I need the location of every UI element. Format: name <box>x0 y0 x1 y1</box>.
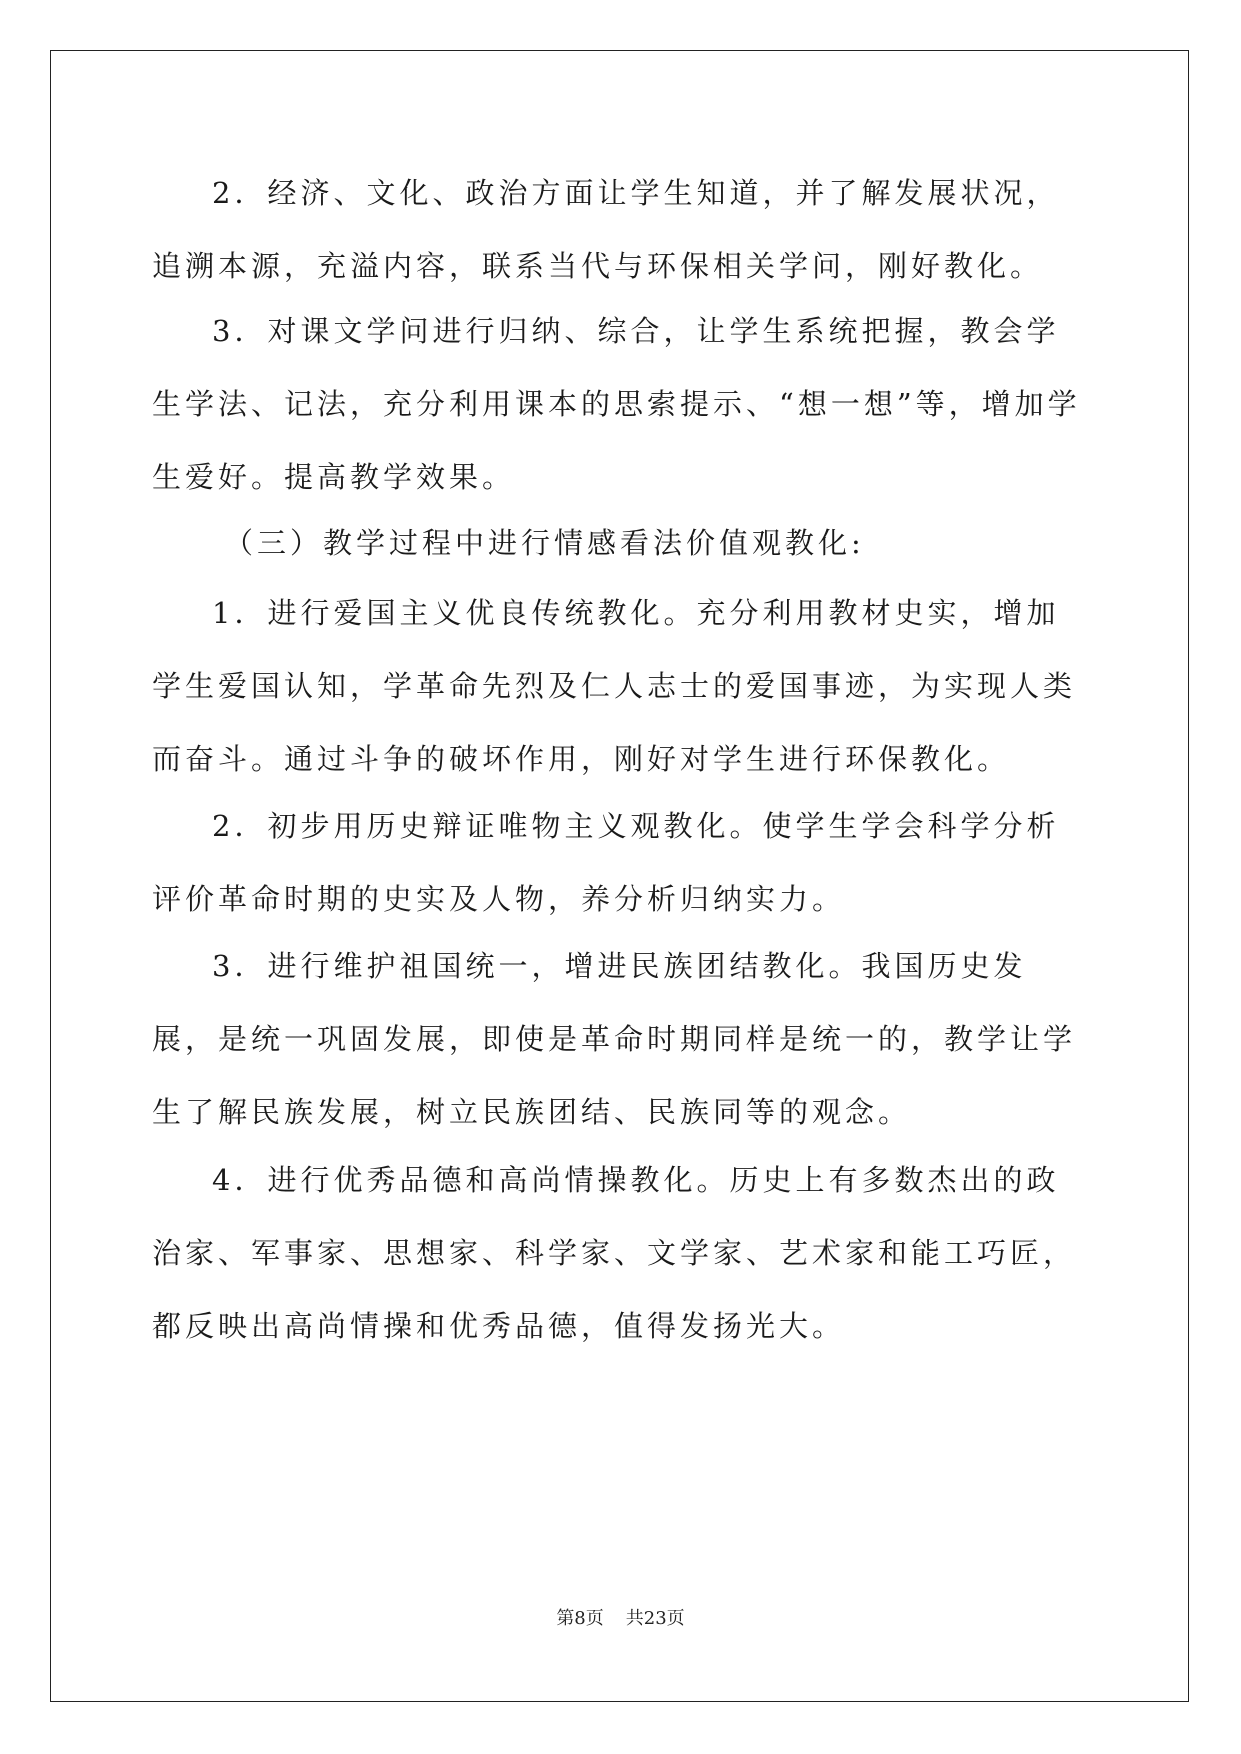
page-footer <box>0 1604 1241 1630</box>
paragraph-3-summary: 3．对课文学问进行归纳、综合，让学生系统把握，教会学生学法、记法，充分利用课本的思索提示、“想一想”等，增加学生爱好。提高教学效果。 <box>152 314 1081 494</box>
section-heading-three: （三）教学过程中进行情感看法价值观教化: <box>224 526 865 560</box>
paragraph-1-patriotism: 1．进行爱国主义优良传统教化。充分利用教材史实，增加学生爱国认知，学革命先烈及仁人志士的爱国事迹，为实现人类而奋斗。通过斗争的破坏作用，刚好对学生进行环保教化。 <box>152 596 1077 776</box>
page-number: 第8页 <box>556 1608 604 1629</box>
paragraph-4-virtue: 4．进行优秀品德和高尚情操教化。历史上有多数杰出的政治家、军事家、思想家、科学家、文学家、艺术家和能工巧匠，都反映出高尚情操和优秀品德，值得发扬光大。 <box>152 1163 1077 1343</box>
paragraph-2-materialism: 2．初步用历史辩证唯物主义观教化。使学生学会科学分析评价革命时期的史实及人物，养分析归纳实力。 <box>152 809 1060 916</box>
page-total: 共23页 <box>625 1608 685 1629</box>
paragraph-2-economy: 2．经济、文化、政治方面让学生知道，并了解发展状况，追溯本源，充溢内容，联系当代与环保相关学问，刚好教化。 <box>152 176 1060 283</box>
paragraph-3-unity: 3．进行维护祖国统一，增进民族团结教化。我国历史发展，是统一巩固发展，即使是革命时期同样是统一的，教学让学生了解民族发展，树立民族团结、民族同等的观念。 <box>152 949 1077 1129</box>
